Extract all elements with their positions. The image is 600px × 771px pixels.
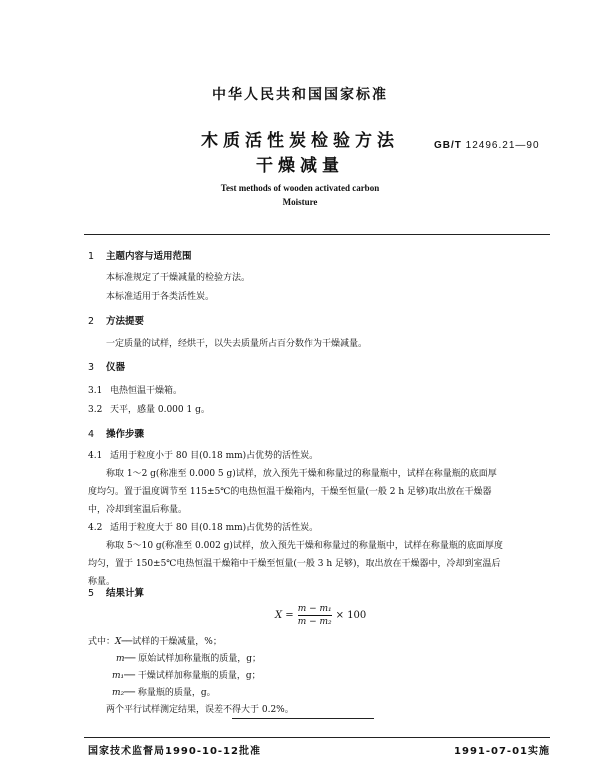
section-4-heading — [88, 426, 144, 440]
section-2-paragraph-1: 一定质量的试样，经烘干，以失去质量所占百分数作为干燥减量。 — [106, 339, 368, 349]
where-clause-m1 — [112, 668, 261, 681]
section-3-title: 仪器 — [106, 362, 126, 373]
section-4-number: 4 — [88, 429, 95, 440]
section-1-number: 1 — [88, 251, 95, 262]
section-5-heading — [88, 585, 144, 599]
section-1-heading — [88, 248, 192, 262]
instrument-2-number: 3.2 — [88, 405, 103, 415]
section-3-number: 3 — [88, 362, 95, 373]
section-5-number: 5 — [88, 588, 95, 599]
section-2-heading — [88, 313, 144, 327]
instrument-1-number: 3.1 — [88, 386, 103, 396]
symbol-x: X — [115, 637, 122, 647]
fraction-bar — [298, 615, 332, 616]
symbol-m-desc: ── 原始试样加称量瓶的质量，g； — [124, 654, 262, 664]
tolerance-statement: 两个平行试样测定结果，误差不得大于 0.2%。 — [106, 705, 294, 715]
section-5-title: 结果计算 — [106, 588, 145, 599]
instrument-item-1 — [88, 383, 182, 396]
header-divider — [84, 234, 550, 235]
subsection-4-1-text: 适用于粒度小于 80 目(0.18 mm)占优势的活性炭。 — [110, 451, 319, 461]
subsection-4-2-text: 适用于粒度大于 80 目(0.18 mm)占优势的活性炭。 — [110, 523, 319, 533]
subsection-4-2-line-3: 称量。 — [88, 577, 116, 587]
subsection-4-1-line-2: 度均匀。置于温度调节至 115±5℃的电热恒温干燥箱内，干燥至恒量(一般 2 h 足够)取出放在干燥器 — [88, 487, 492, 497]
effective-date: 1991-07-01实施 — [454, 746, 550, 757]
standard-prefix: GB/T — [434, 140, 462, 151]
subsection-4-1-title — [88, 448, 318, 461]
section-3-heading — [88, 359, 125, 373]
standard-code: 12496.21—90 — [465, 140, 540, 151]
footer-divider — [84, 737, 550, 738]
where-label: 式中： — [88, 637, 116, 647]
english-title-line-2: Moisture — [282, 197, 318, 207]
section-2-title: 方法提要 — [106, 316, 145, 327]
section-2-number: 2 — [88, 316, 95, 327]
issuing-org: 中华人民共和国国家标准 — [212, 87, 388, 103]
symbol-m: m — [116, 654, 125, 664]
formula-denominator: m − m₂ — [297, 617, 332, 627]
subsection-4-1-line-1: 称取 1～2 g(称准至 0.000 5 g)试样，放入预先干燥和称量过的称量瓶中，试样在称量瓶的底面厚 — [106, 469, 497, 479]
subsection-4-2-line-2: 均匀，置于 150±5℃电热恒温干燥箱中干燥至恒量(一般 3 h 足够)，取出放在干燥器中，冷却到室温后 — [88, 559, 501, 569]
section-1-paragraph-2: 本标准适用于各类活性炭。 — [106, 292, 215, 302]
instrument-1-text: 电热恒温干燥箱。 — [110, 386, 183, 396]
end-of-text-rule — [232, 718, 374, 719]
moisture-formula — [275, 604, 366, 627]
subsection-4-1-line-3: 中，冷却到室温后称量。 — [88, 505, 188, 515]
formula-rhs: × 100 — [335, 610, 367, 621]
standard-number — [434, 140, 540, 151]
subsection-4-2-title — [88, 520, 318, 533]
formula-fraction — [298, 604, 332, 627]
title-line-2: 干燥减量 — [256, 156, 344, 176]
where-clause-m2 — [112, 685, 216, 698]
symbol-m1-desc: ── 干燥试样加称量瓶的质量，g； — [124, 671, 261, 681]
symbol-m1: m₁ — [112, 671, 125, 681]
section-1-title: 主题内容与适用范围 — [106, 251, 192, 262]
section-4-title: 操作步骤 — [106, 429, 145, 440]
english-title-line-1: Test methods of wooden activated carbon — [220, 183, 380, 193]
section-1-paragraph-1: 本标准规定了干燥减量的检验方法。 — [106, 273, 251, 283]
subsection-4-1-number: 4.1 — [88, 451, 103, 461]
where-clause-m — [116, 651, 261, 664]
approval-date: 国家技术监督局1990-10-12批准 — [88, 746, 261, 757]
subsection-4-2-number: 4.2 — [88, 523, 103, 533]
instrument-item-2 — [88, 402, 210, 415]
symbol-m2: m₂ — [112, 688, 125, 698]
formula-numerator: m − m₁ — [297, 604, 332, 614]
subsection-4-2-line-1: 称取 5～10 g(称准至 0.002 g)试样，放入预先干燥和称量过的称量瓶中，试样在称量瓶的底面厚度 — [106, 541, 503, 551]
symbol-x-desc: ──试样的干燥减量，%； — [121, 637, 222, 647]
instrument-2-text: 天平，感量 0.000 1 g。 — [110, 405, 210, 415]
where-clause-x — [88, 634, 222, 647]
formula-lhs: X = — [275, 610, 294, 621]
symbol-m2-desc: ── 称量瓶的质量，g。 — [124, 688, 216, 698]
title-line-1: 木质活性炭检验方法 — [201, 131, 399, 151]
